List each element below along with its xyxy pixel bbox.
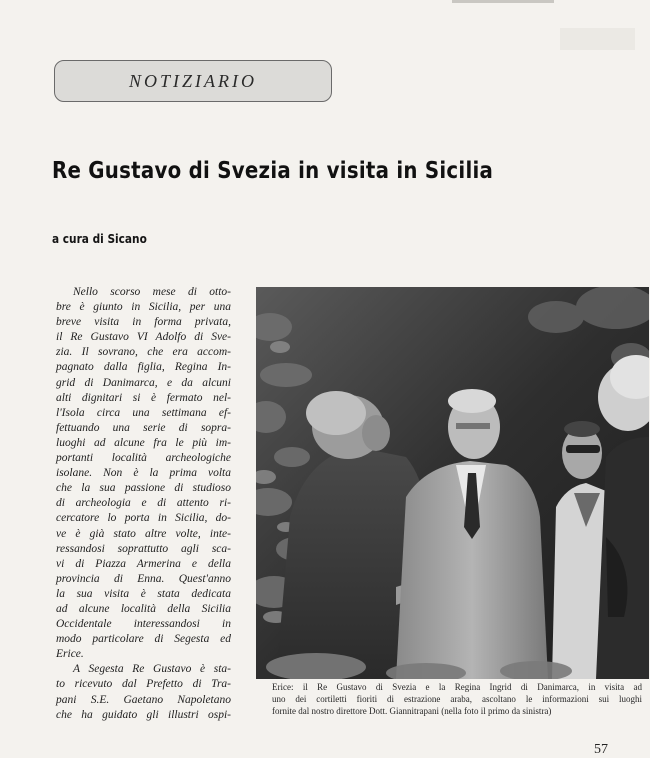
article-line: il Re Gustavo VI Adolfo di Sve-	[56, 331, 231, 344]
article-line: vi di Piazza Armerina e della	[56, 557, 231, 570]
article-line: portanti località archeologiche	[56, 452, 231, 465]
article-line: to ricevuto dal Prefetto di Tra-	[56, 678, 231, 691]
article-line: la sua visita è stata dedicata	[56, 587, 231, 600]
article-photo	[256, 287, 649, 679]
article-line: A Segesta Re Gustavo è sta-	[73, 663, 231, 676]
article-line: breve visita in forma privata,	[56, 316, 231, 329]
article-line: Erice.	[56, 648, 84, 661]
article-byline: a cura di Sicano	[52, 232, 147, 246]
article-title: Re Gustavo di Svezia in visita in Sicilia	[52, 158, 494, 184]
article-line: luoghi ad alcune fra le più im-	[56, 436, 231, 449]
scan-smudge	[560, 28, 635, 50]
article-line: ressandosi soprattutto agli sca-	[56, 542, 231, 555]
caption-line: Erice: il Re Gustavo di Svezia e la Regina Ingrid di Danimarca, in visita ad	[272, 682, 642, 692]
article-line: Nello scorso mese di otto-	[73, 286, 231, 298]
article-line: l'Isola circa una settimana ef-	[56, 406, 231, 419]
article-line: di archeologia e di attento ri-	[56, 497, 231, 510]
article-line: cercatore lo porta in Sicilia, do-	[56, 512, 231, 525]
caption-line: uno dei cortiletti fioriti di estrazione araba, ascoltano le informazioni sui luoghi	[272, 694, 642, 704]
article-line: che la sua passione di studioso	[56, 482, 231, 495]
section-header	[54, 60, 332, 102]
article-body	[56, 285, 231, 723]
caption-line: fornite dal nostro direttore Dott. Giannitrapani (nella foto il primo da sinistra)	[272, 706, 552, 716]
article-line: che ha guidato gli illustri ospi-	[56, 708, 231, 721]
article-line: bre è giunto in Sicilia, per una	[56, 301, 231, 314]
page-number: 57	[594, 742, 608, 757]
article-line: pani S.E. Gaetano Napoletano	[56, 693, 231, 706]
scan-mark	[452, 0, 554, 3]
article-line: alti dignitari si è fermato nel-	[56, 391, 231, 404]
photo-caption	[272, 681, 642, 717]
article-line: ad alcune località della Sicilia	[56, 602, 231, 615]
article-line: modo particolare di Segesta ed	[56, 633, 231, 646]
article-line: Occidentale interessandosi in	[56, 618, 231, 631]
section-label: NOTIZIARIO	[129, 70, 257, 91]
article-line: ve è già stato altre volte, inte-	[56, 527, 231, 540]
article-line: fettuando una serie di sopra-	[56, 421, 231, 434]
article-line: isolane. Non è la prima volta	[56, 467, 231, 480]
article-line: pagnato dalla figlia, Regina In-	[56, 361, 231, 374]
article-line: zia. Il sovrano, che era accom-	[56, 346, 231, 359]
article-line: provincia di Enna. Quest'anno	[56, 572, 231, 585]
article-line: grid di Danimarca, e da alcuni	[56, 376, 231, 389]
